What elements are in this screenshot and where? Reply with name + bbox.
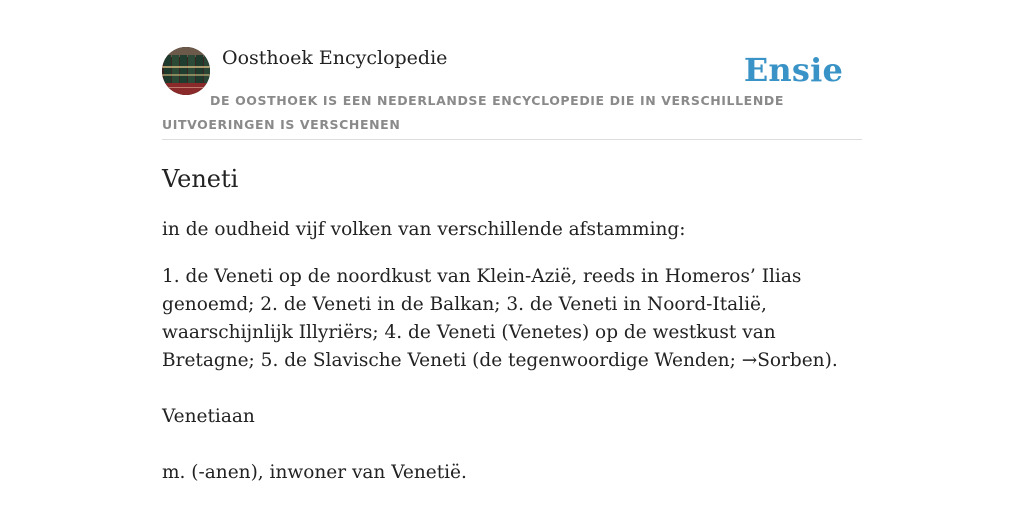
- source-avatar[interactable]: [162, 47, 210, 95]
- entry-body-text: 1. de Veneti op de noordkust van Klein-Azië, reeds in Homeros’ Ilias genoemd; 2. de Veneti in de Balkan; 3. de Veneti in Noord-Italië, waarschijnlijk Illyriërs; 4. de Veneti (Venetes) op de westkust van Bretagne; 5. de Slavische Veneti (de tegenwoordige Wenden;: [162, 266, 802, 371]
- ensie-logo[interactable]: Ensie: [743, 51, 843, 89]
- book-spines-icon: [162, 47, 210, 95]
- arrow-right-icon: →: [741, 350, 758, 371]
- entry-subterm: Venetiaan: [162, 406, 255, 427]
- source-description: DE OOSTHOEK IS EEN NEDERLANDSE ENCYCLOPEDIE DIE IN VERSCHILLENDE UITVOERINGEN IS VERSCHENEN: [162, 93, 784, 132]
- entry-body: [162, 263, 862, 375]
- source-header: [162, 46, 862, 140]
- entry-term: Veneti: [162, 165, 239, 193]
- entry-subterm-definition: m. (-anen), inwoner van Venetië.: [162, 462, 467, 483]
- page: [162, 46, 862, 483]
- sorben-link[interactable]: [742, 350, 825, 371]
- sorben-link-label: Sorben: [757, 350, 825, 371]
- entry-body-end: ).: [824, 350, 838, 371]
- entry-intro: in de oudheid vijf volken van verschillende afstamming:: [162, 219, 686, 240]
- source-title[interactable]: Oosthoek Encyclopedie: [222, 47, 448, 69]
